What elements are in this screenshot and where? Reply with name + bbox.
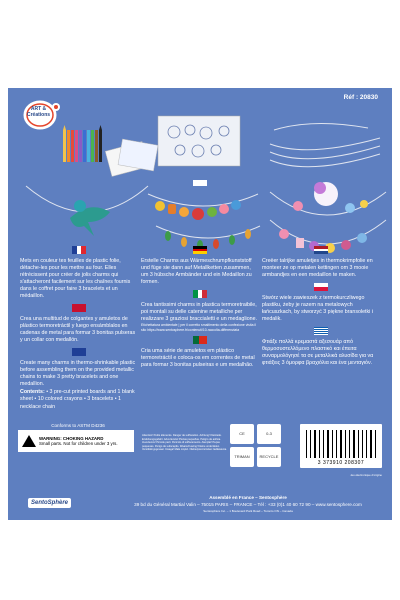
logo-line1: ART &	[30, 106, 47, 112]
barcode-bar	[360, 430, 361, 458]
address-line1: Assemblé en France – Sentosphère	[209, 495, 287, 500]
barcode-bar	[353, 430, 355, 458]
text-de: Erstelle Charms aus Wärmeschrumpfkunststoff und füge sie dann auf Metallketten zusammen, um 3 hübsche Armbänder und ein Medaillon zu formen.	[141, 258, 252, 286]
recycle-icon: RECYCLE	[257, 447, 281, 467]
column-right	[262, 246, 380, 367]
flag-gr-icon	[314, 327, 328, 335]
barcode-bar	[312, 430, 313, 458]
barcode-bar	[325, 430, 326, 458]
necklace-image	[26, 186, 148, 236]
bracelet-unicorn-image	[270, 182, 386, 215]
column-left	[20, 246, 138, 411]
charm-sheet-image	[158, 116, 240, 166]
flag-gb-icon	[72, 348, 86, 356]
footer	[8, 490, 392, 520]
barcode-bar	[330, 430, 331, 458]
barcode-bar	[327, 430, 329, 458]
text-fr: Mets en couleur tes feuilles de plastic folie, détache-les pour les mettre au four. Elles rétrécissent pour créer de jolis charms qui s'attacheront facilement sur les chaînes fournis dans le coffret pour faire 3 bracelets et un médaillon.	[20, 258, 131, 300]
barcode-bar	[375, 430, 376, 458]
multilingual-warnings: Attention! Petits éléments. Danger de suffocation. Achtung! Kleinteile. Erstickungsgefahr. Advertencia! Piezas pequeñas. Peligro de asfixia. Avvertenze! Piccole parti. Pericolo di soffocamento. Atenção! Peças pequenas. Perigo de sufocação. Waarschuwing! Kleine onderdelen. Verstikkingsgevaar. Uwaga! Małe części. Niebezpieczeństwo zadławienia.	[142, 434, 227, 451]
contents	[20, 389, 138, 410]
barcode-bar	[319, 430, 320, 458]
barcode-bar	[343, 430, 344, 458]
age-warning-icon: 0-3	[257, 424, 281, 444]
text-gr: Φτιάξε πολλά κρεμαστά αξεσουάρ από θερμοσυστελλόμενο πλαστικό και έπειτα συναρμολόγησέ τα σε μεταλλικά αλυσίδα για να φτιάξεις 3 όμορφα βραχιόλια και ένα μενταγιόν.	[262, 339, 374, 367]
barcode-bar	[314, 430, 316, 458]
barcode-bar	[356, 430, 357, 458]
barcode-bar	[338, 430, 339, 458]
flag-fr-icon	[72, 246, 86, 254]
barcode-bar	[368, 430, 369, 458]
flag-pt-icon	[193, 336, 207, 344]
choking-hazard-warning	[18, 430, 134, 452]
plastic-sheets-image	[105, 139, 158, 176]
column-middle	[141, 246, 259, 369]
flag-it-icon	[193, 290, 207, 298]
barcode-bar	[310, 430, 311, 458]
address-line2: 39 bd du Général Martial Valin – 75015 PARIS – FRANCE – Tél : +33 (0)1 40 60 72 90 – www.sentosphere.com	[134, 501, 362, 507]
triman-icon: TRIMAN	[230, 447, 254, 467]
warning-triangle-icon	[22, 435, 36, 447]
package-back	[8, 88, 392, 520]
flag-de-icon	[193, 246, 207, 254]
ce-mark-icon: CE	[230, 424, 254, 444]
barcode-bar	[306, 430, 307, 458]
product-reference: Réf : 20830	[343, 94, 378, 101]
text-pl: Stwórz wiele zawieszek z termokurczliwego plastiku, żeby je razem na metalowych łańcuszkach, by stworzyć 3 piękne bransoletki i medalik.	[262, 295, 373, 323]
contents-text: • 3 pre-cut printed boards and 1 blank sheet • 10 colored crayons • 3 bracelets • 1 necklace chain	[20, 389, 135, 410]
warning-title: WARNING: CHOKING HAZARD	[39, 435, 104, 441]
barcode-bar	[358, 430, 359, 458]
barcode-bar	[351, 430, 352, 458]
barcode-bar	[321, 430, 322, 458]
barcode-number: 3 373910 208307	[317, 460, 365, 466]
flag-pl-icon	[314, 283, 328, 291]
barcode-bar	[332, 430, 333, 458]
barcode-bar	[345, 430, 346, 458]
barcode-bar	[308, 430, 309, 458]
barcode-bar	[373, 430, 374, 458]
barcode-bar	[362, 430, 363, 458]
crayons-image	[63, 125, 102, 162]
barcode-bar	[366, 430, 367, 458]
flag-nl-icon	[314, 246, 328, 254]
bracelet-food-image	[148, 194, 258, 220]
astm-conformity: Conforms to ASTM D4236	[51, 423, 105, 428]
text-nl: Creëer talrijke amuletjes in thermokrimpfolie en monteer ze op metalen kettingen om 3 mooie armbandjes en een medaillon te maken.	[262, 258, 373, 279]
italy-env-text: Etichettatura ambientale | per il corretto smaltimento della confezione visita il sito https://www.sentosphere.fr/contenuti/10-raccolta-differenziata	[141, 323, 256, 332]
barcode-bar	[323, 430, 324, 458]
flag-es-icon	[72, 304, 86, 312]
barcode-bar	[317, 430, 318, 458]
warning-body: Small parts. Not for children under 3 yrs.	[39, 441, 118, 446]
barcode-bars	[306, 430, 376, 458]
text-it: Crea tantissimi charms in plastica termoretraibile, poi montali su delle catenine metalliche per realizzare 3 graziosi braccialetti e un medaglione.	[141, 302, 258, 323]
equals-sign	[193, 180, 207, 186]
logo-line2: Créations	[27, 111, 51, 118]
barcode-bar	[370, 430, 372, 458]
chains-image	[270, 123, 380, 166]
barcode-bar	[340, 430, 342, 458]
address	[118, 495, 378, 513]
contents-label: Contents:	[20, 389, 45, 396]
barcode-bar	[347, 430, 348, 458]
text-gb: Create many charms in thermo-shrinkable plastic before assembling them on the provided metallic chains to make 3 pretty bracelets and one medallion.	[20, 360, 136, 388]
barcode-bar	[334, 430, 335, 458]
barcode-bar	[336, 430, 337, 458]
address-line3: Sentosphère Inc. – 1 Boulevard Park Road – Toronto ON – Canada	[203, 508, 293, 513]
barcode	[300, 424, 382, 468]
compliance-icons	[230, 424, 284, 467]
barcode-bar	[364, 430, 365, 458]
text-es: Crea una multitud de colgantes y amuletos de plástico termoretráctil y luego ensámblalos en cadenas de metal para formar 3 bonitas pulseras y un collar con medallón.	[20, 316, 136, 344]
barcode-label: Jeu électronique d'origine	[350, 473, 382, 477]
sentosphere-logo: SentoSphère	[28, 498, 71, 508]
text-pt: Cria uma série de amuletos em plástico termoretráctil e coloca-os em correntes de metal para formar 3 bonitas pulseiras e um medalhão.	[141, 348, 255, 369]
barcode-bar	[349, 430, 350, 458]
